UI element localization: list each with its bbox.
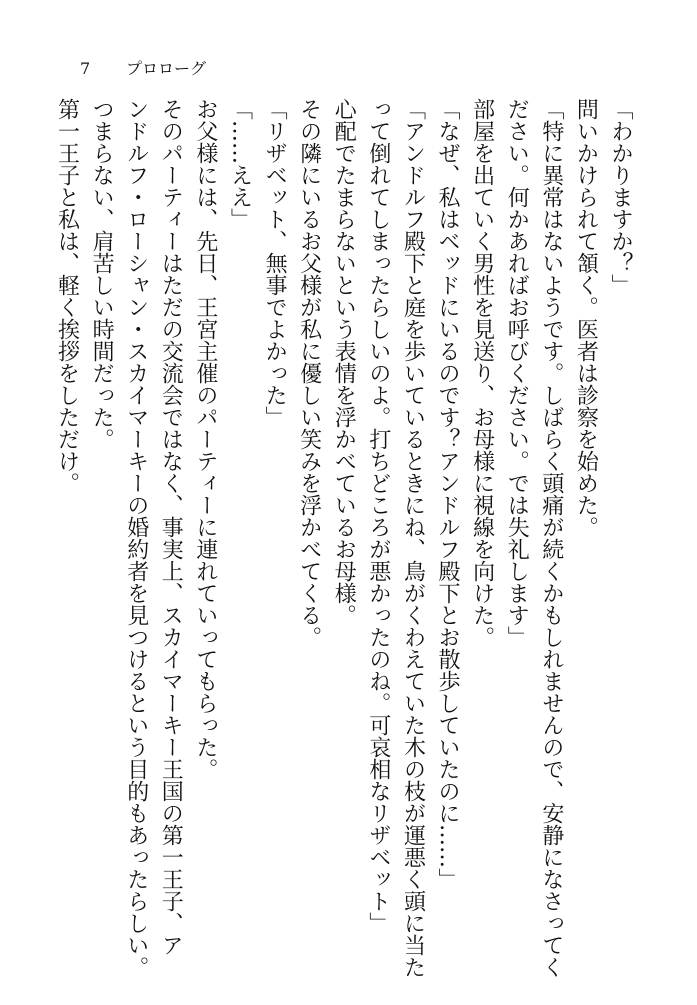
- text-line: ださい。何かあればお呼びください。では失礼します」: [504, 98, 530, 648]
- chapter-title: プロローグ: [126, 59, 207, 78]
- text-line: 部屋を出ていく男性を見送り、お母様に視線を向けた。: [469, 98, 495, 648]
- page-number: 7: [80, 59, 91, 78]
- text-line: その隣にいるお父様が私に優しい笑みを浮かべてくる。: [296, 98, 322, 648]
- text-line: ンドルフ・ローシャン・スカイマーキーの婚約者を見つけるという目的もあったらしい。: [123, 98, 149, 978]
- text-line: 「わかりますか？」: [608, 98, 633, 296]
- text-line: 「特に異常はないようです。しばらく頭痛が続くかもしれませんので、安静になさってく: [538, 98, 564, 978]
- text-line: そのパーティーはただの交流会ではなく、事実上、スカイマーキー王国の第一王子、ア: [158, 98, 184, 956]
- vertical-body-text: [54, 98, 637, 978]
- text-line: 第一王子と私は、軽く挨拶をしただけ。: [54, 98, 80, 494]
- text-line: 問いかけられて頷く。医者は診察を始めた。: [573, 98, 599, 538]
- text-line: って倒れてしまったらしいのよ。打ちどころが悪かったのね。可哀相なリザベット」: [365, 98, 391, 934]
- text-line: お父様には、先日、王宮主催のパーティーに連れていってもらった。: [192, 98, 218, 780]
- text-line: 「なぜ、私はベッドにいるのです？アンドルフ殿下とお散歩していたのに……」: [435, 98, 461, 890]
- text-line: 心配でたまらないという表情を浮かべているお母様。: [331, 98, 357, 626]
- text-line: 「……ええ」: [227, 98, 253, 230]
- text-line: 「アンドルフ殿下と庭を歩いているときにね、鳥がくわえていた木の枝が運悪く頭に当た: [400, 98, 426, 978]
- text-line: 「リザベット、無事でよかった」: [262, 98, 288, 428]
- text-line: つまらない、肩苦しい時間だった。: [89, 98, 115, 450]
